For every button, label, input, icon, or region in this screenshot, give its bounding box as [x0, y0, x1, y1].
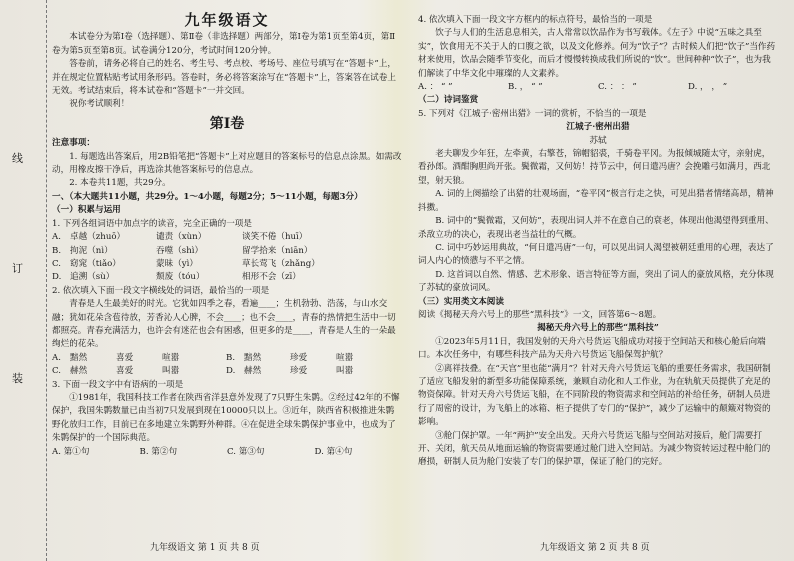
option: D. 这首词以自然、情感、艺术形象、语言特征等方面，突出了词人的豪放风格，充分体现了苏轼的豪放词风。: [418, 269, 774, 294]
page-1: [52, 11, 402, 459]
option: B. 词中的“鬓微霜，又何妨”，表现出词人并不在意自己的衰老，体现出他渴望得到重用、杀敌立功的决心，表现出老当益壮的气概。: [418, 216, 774, 240]
question-5: 5. 下列对《江城子·密州出猎》一词的赏析，不恰当的一项是: [418, 108, 647, 119]
option-letter: A.: [52, 352, 61, 363]
good-luck-text: 祝你考试顺利！: [69, 99, 130, 110]
reading-intro: 阅读《揭秘天舟六号上的那些“黑科技”》一文，回答第6～8题。: [418, 309, 662, 320]
option-word: 叫嚣: [162, 366, 180, 377]
option-row: [52, 245, 402, 258]
intro-paragraph: 本试卷分为第Ⅰ卷（选择题）、第Ⅱ卷（非选择题）两部分，第Ⅰ卷为第1页至第4页，第Ⅱ卷为第5页至第8页。试卷满分120分，考试时间120分钟。: [52, 32, 396, 56]
q4-passage: 饮子与人们的生活息息相关，古人常常以饮品作为书写载体。《左子》中说“五味之具至实”，饮食用无不关于人的口腹之欲，以及文化修养。何为“饮子”？古时候人们把“饮子”当作药材来使用，饮品会随季节变化，而后才慢慢转换成我们所说的“饮”。世间种种“饮子”，也为我们解读了中华文化中璀璨的人文素养。: [418, 28, 776, 79]
q3-passage: ①1981年，我国科技工作者在陕西省洋县意外发现了7只野生朱鹮。②经过42年的不懈保护，我国朱鹮数量已由当初7只发展到现在10000只以上。③近年，陕西省积极推进朱鹮野化放归工作，目前已在多地建立朱鹮野外种群。④在促进全球朱鹮保护事业中，也成为了朱鹮保护的一个国际典范。: [52, 392, 400, 444]
option-word: 叫嚣: [336, 366, 354, 377]
binding-margin: [0, 0, 47, 561]
option-letter: B.: [52, 245, 62, 256]
option: A. ： “ ”: [418, 82, 453, 93]
section-heading: 一、（本大题共11小题，共29分。1～4小题，每题2分；5～11小题，每题3分）: [52, 191, 363, 202]
option-word: 谈笑不倦（huī）: [242, 232, 308, 243]
option: A. 第①句: [52, 446, 90, 457]
option: C. 词中巧妙运用典故，“何日遣冯唐”一句，可以见出词人渴望被朝廷重用的心理，表达了词人内心的愤懑与不平之情。: [418, 242, 774, 267]
option-letter: D.: [52, 272, 62, 283]
option-row: [52, 258, 402, 271]
q2-options: [52, 352, 402, 379]
margin-label: 订: [12, 262, 23, 275]
option-letter: D.: [226, 366, 236, 377]
option-word: 喧嚣: [162, 352, 180, 363]
option-word: 草长莺飞（zhǎng）: [242, 258, 320, 269]
note-item: 1. 每题选出答案后，用2B铅笔把“答题卡”上对应题目的答案标号的信息点涂黑。如需改动，用橡皮擦干净后，再选涂其他答案标号的信息点。: [52, 151, 402, 176]
option-word: 颓废（tóu）: [156, 272, 205, 283]
subsection-heading: （二）诗词鉴赏: [418, 95, 479, 106]
option-word: 留学拾来（niān）: [242, 245, 313, 256]
question-1: 1. 下列各组词语中加点字的读音，完全正确的一项是: [52, 218, 252, 229]
note-item: 2. 本卷共11题，共29分。: [69, 178, 171, 189]
option-word: 黯然: [70, 352, 88, 363]
margin-label: 装: [12, 372, 23, 385]
option-word: 黯然: [244, 352, 262, 363]
option-word: 喜爱: [116, 352, 134, 363]
poem-text: 老夫聊发少年狂，左牵黄，右擎苍，锦帽貂裘，千骑卷平冈。为报倾城随太守，亲射虎，看孙郎。酒酣胸胆尚开张。鬓微霜，又何妨！持节云中，何日遣冯唐？会挽雕弓如满月，西北望，射天狼。: [418, 149, 771, 186]
option-word: 赫然: [70, 366, 88, 377]
option-word: 赫然: [244, 366, 262, 377]
option-letter: C.: [52, 366, 62, 377]
option: C. 第③句: [227, 446, 265, 457]
notes-title: 注意事项：: [52, 138, 95, 149]
margin-label: 线: [12, 152, 23, 165]
option-letter: B.: [226, 352, 236, 363]
q4-options: [418, 81, 778, 94]
option: D. 第④句: [314, 446, 353, 457]
volume-title: 第Ⅰ卷: [209, 115, 245, 132]
option-word: 拘泥（nì）: [70, 245, 113, 256]
option-letter: C.: [52, 258, 62, 269]
option: D. ， ， ”: [688, 82, 728, 93]
option-word: 喧嚣: [336, 352, 354, 363]
page-2: [418, 14, 778, 470]
question-2: 2. 依次填入下面一段文字横线处的词语，最恰当的一项是: [52, 285, 270, 296]
option: C. ： ： ”: [598, 82, 637, 93]
option-word: 珍爱: [290, 366, 308, 377]
option-letter: A.: [52, 232, 61, 243]
option-word: 追溯（sù）: [70, 272, 115, 283]
option-row: [52, 365, 402, 378]
q1-options: [52, 231, 402, 285]
option-word: 谴责（xùn）: [156, 232, 207, 243]
option-word: 相形不会（zī）: [242, 272, 301, 283]
exam-title: 九年级语文: [184, 11, 270, 29]
option-row: [52, 231, 402, 244]
option-word: 吞噬（shì）: [156, 245, 204, 256]
question-4: 4. 依次填入下面一段文字方框内的标点符号，最恰当的一项是: [418, 15, 653, 25]
article-paragraph: ①2023年5月11日，我国发射的天舟六号货运飞船成功对接于空间站天和核心舱后向端口。本次任务中，有哪些科技产品为天舟六号货运飞船保驾护航？: [418, 336, 766, 361]
option-row: [52, 271, 402, 284]
poem-title: 江城子·密州出猎: [566, 122, 630, 133]
intro-paragraph: 答卷前，请务必将自己的姓名、考生号、考点校、考场号、座位号填写在“答题卡”上，并在规定位置粘贴考试用条形码。答卷时，务必将答案涂写在“答题卡”上，答案答在试卷上无效。考试结束后，将本试卷和“答题卡”一并交回。: [52, 59, 396, 97]
option-word: 窈窕（tiǎo）: [70, 258, 121, 269]
option-word: 珍爱: [290, 352, 308, 363]
subsection-heading: （一）积累与运用: [52, 205, 121, 216]
article-paragraph: ③舱门保护罩。一年“两护”安全出发。天舟六号货运飞船与空间站对接后，舱门需要打开、关闭，航天员从地面运输的物资需要通过舱门进入空间站。为减少物资转运过程中舱门的磨损，研制人员为舱门安装了专门的保护罩，保证了舱门的完好。: [418, 430, 771, 468]
option-row: [52, 352, 402, 365]
option: A. 词的上阕描绘了出猎的壮观场面，“卷平冈”极言行走之快，可见出猎者情绪高昂，精神抖擞。: [418, 189, 774, 213]
poem-author: 苏轼: [589, 135, 607, 146]
subsection-heading: （三）实用类文本阅读: [418, 296, 504, 307]
q2-passage: 青春是人生最美好的时光。它犹如四季之春，看遍____；生机勃勃、浩荡，与山水交融；犹如花朵含苞待放，芳香沁人心脾，不会____；也不会____，青春的热情把生活中一切都照亮。青春充满活力，也许会有迷茫也会有困惑，但更多的是____，青春是人生的一朵最绚烂的花朵。: [52, 299, 396, 350]
option-word: 喜爱: [116, 366, 134, 377]
option-word: 卓越（zhuō）: [70, 232, 126, 243]
article-paragraph: ②离祥技叠。在“天宫”里也能“满月”？针对天舟六号货运飞船的重要任务需求，我国研制了适应飞船发射的新型多功能保障系统，兼顾自动化和人工作业，为在轨航天员提供了充足的物资保障。针对天舟六号货运飞船，在不同阶段的物资需求和空间站的补给任务，研制人员进行了周密的设计，为飞船上的冰箱、柜子提供了专门的“保护”，减少了运输中的颠簸对物资的影响。: [418, 363, 771, 428]
option: B. 第②句: [139, 446, 178, 457]
option: B. ， “ ”: [508, 82, 543, 93]
page-2-footer: 九年级语文 第 2 页 共 8 页: [540, 543, 650, 553]
q3-options: [52, 446, 402, 459]
question-3: 3. 下面一段文字中有语病的一项是: [52, 379, 184, 390]
page-1-footer: 九年级语文 第 1 页 共 8 页: [150, 543, 260, 553]
article-title: 揭秘天舟六号上的那些“黑科技”: [537, 323, 659, 334]
option-word: 蒙昧（yì）: [156, 258, 198, 269]
